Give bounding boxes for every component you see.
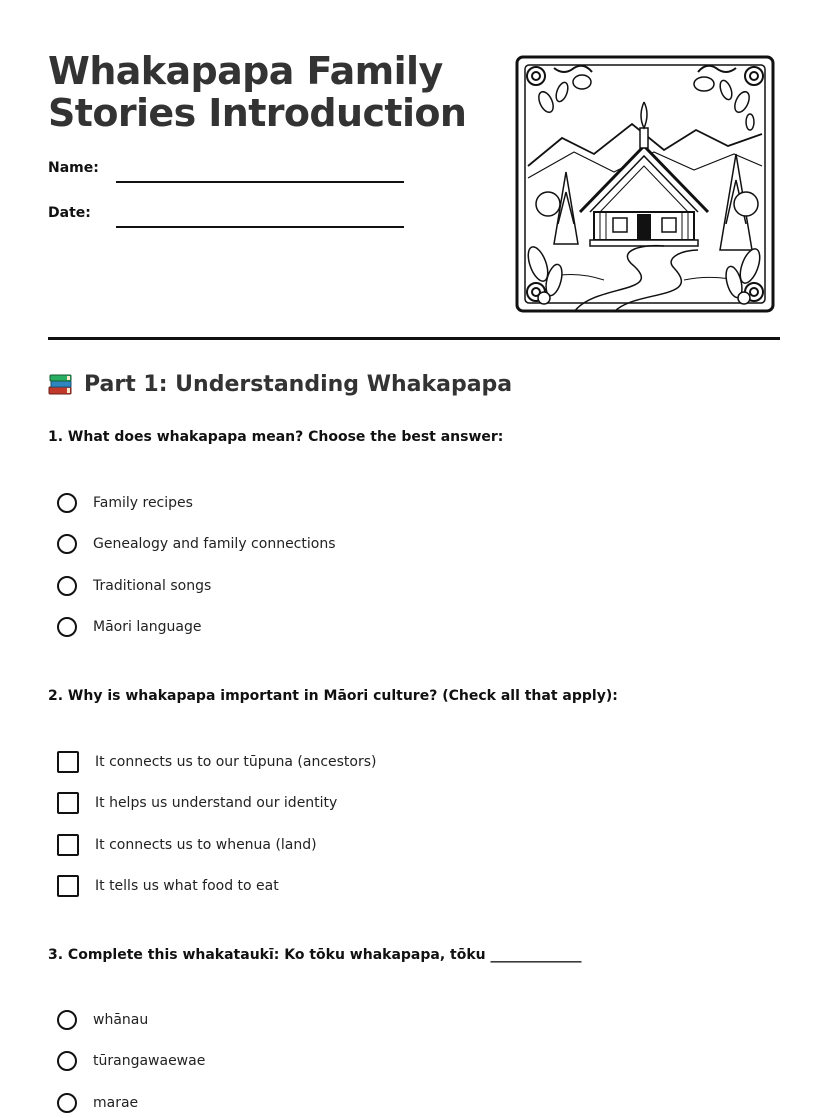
option-label: It connects us to whenua (land) [95,837,317,853]
option-label: whānau [93,1012,149,1028]
option-label: tūrangawaewae [93,1053,206,1069]
q1-option-3[interactable] [57,574,211,598]
title-line-1: Whakapapa Family [48,49,443,93]
checkbox[interactable] [57,792,79,814]
option-label: Family recipes [93,495,193,511]
books-icon [48,373,74,397]
option-label: Māori language [93,619,202,635]
question-1-text: 1. What does whakapapa mean? Choose the best answer: [48,429,504,445]
radio-button[interactable] [57,576,77,596]
q2-option-4[interactable] [57,874,279,898]
radio-button[interactable] [57,1051,77,1071]
part-1-title: Part 1: Understanding Whakapapa [84,372,513,397]
name-field[interactable] [116,181,404,183]
checkbox[interactable] [57,751,79,773]
option-label: marae [93,1095,139,1111]
question-3-text: 3. Complete this whakataukī: Ko tōku whakapapa, tōku _____________ [48,947,582,963]
radio-button[interactable] [57,534,77,554]
name-label: Name: [48,160,99,176]
header-divider [48,337,780,340]
part-1-heading [48,372,512,397]
q3-option-2[interactable] [57,1049,205,1073]
worksheet-title [48,50,466,134]
q3-option-1[interactable] [57,1008,148,1032]
q1-option-2[interactable] [57,532,335,556]
radio-button[interactable] [57,493,77,513]
q1-option-4[interactable] [57,615,202,639]
q2-option-1[interactable] [57,750,377,774]
q2-option-3[interactable] [57,833,317,857]
q2-option-2[interactable] [57,791,337,815]
option-label: Genealogy and family connections [93,536,336,552]
title-line-2: Stories Introduction [48,91,467,135]
option-label: It helps us understand our identity [95,795,338,811]
radio-button[interactable] [57,617,77,637]
checkbox[interactable] [57,875,79,897]
checkbox[interactable] [57,834,79,856]
date-label: Date: [48,205,91,221]
option-label: It connects us to our tūpuna (ancestors) [95,754,377,770]
radio-button[interactable] [57,1010,77,1030]
q3-option-3[interactable] [57,1091,138,1115]
radio-button[interactable] [57,1093,77,1113]
date-field[interactable] [116,226,404,228]
q1-option-1[interactable] [57,491,193,515]
wharenui-landscape-illustration [514,54,776,314]
question-2-text: 2. Why is whakapapa important in Māori culture? (Check all that apply): [48,688,618,704]
option-label: It tells us what food to eat [95,878,279,894]
option-label: Traditional songs [93,578,212,594]
